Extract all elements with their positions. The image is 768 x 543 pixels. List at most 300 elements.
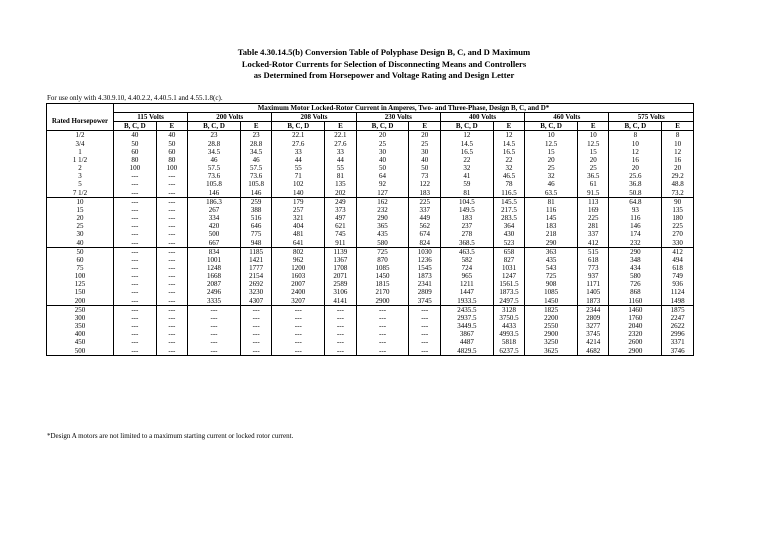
current-cell: 1450	[356, 272, 409, 280]
current-cell: 146	[188, 189, 241, 198]
current-cell: 834	[188, 247, 241, 256]
current-cell: 180	[662, 214, 694, 222]
current-cell: 725	[356, 247, 409, 256]
horsepower-cell: 7 1/2	[47, 189, 114, 198]
current-cell: 1124	[662, 288, 694, 296]
current-cell: 162	[356, 197, 409, 206]
horsepower-cell: 5	[47, 180, 114, 188]
current-cell: 2550	[525, 322, 578, 330]
current-cell: 365	[356, 222, 409, 230]
current-cell: 580	[609, 272, 662, 280]
current-cell: 2344	[577, 305, 608, 314]
design-bcd-header: B, C, D	[272, 122, 325, 131]
current-cell: ---	[156, 347, 187, 356]
current-cell: 33	[325, 148, 356, 156]
current-cell: ---	[188, 330, 241, 338]
current-cell: 2200	[525, 314, 578, 322]
current-cell: ---	[272, 314, 325, 322]
current-cell: ---	[156, 222, 187, 230]
current-cell: ---	[409, 314, 440, 322]
table-row	[47, 280, 694, 288]
current-cell: 2496	[188, 288, 241, 296]
current-cell: 135	[325, 180, 356, 188]
current-cell: 3745	[577, 330, 608, 338]
voltage-header: 230 Volts	[356, 113, 440, 122]
current-cell: 27.6	[272, 140, 325, 148]
current-cell: 46	[188, 156, 241, 164]
current-cell: ---	[356, 347, 409, 356]
horsepower-cell: 1/2	[47, 131, 114, 140]
current-cell: ---	[114, 180, 157, 188]
horsepower-cell: 200	[47, 297, 114, 306]
current-cell: 330	[662, 239, 694, 248]
current-cell: ---	[114, 197, 157, 206]
current-cell: 179	[272, 197, 325, 206]
current-cell: 773	[577, 264, 608, 272]
horsepower-cell: 450	[47, 338, 114, 346]
current-cell: 1031	[493, 264, 524, 272]
voltage-header: 115 Volts	[114, 113, 188, 122]
current-cell: 3625	[525, 347, 578, 356]
current-cell: ---	[240, 347, 271, 356]
current-cell: 186.3	[188, 197, 241, 206]
current-cell: ---	[156, 280, 187, 288]
current-cell: 122	[409, 180, 440, 188]
design-bcd-header: B, C, D	[525, 122, 578, 131]
current-cell: ---	[356, 322, 409, 330]
current-cell: 1160	[609, 297, 662, 306]
table-row	[47, 239, 694, 248]
current-cell: 183	[525, 222, 578, 230]
current-cell: ---	[114, 338, 157, 346]
current-cell: 12	[440, 131, 493, 140]
horsepower-cell: 15	[47, 206, 114, 214]
current-cell: ---	[188, 305, 241, 314]
current-cell: 25.6	[609, 172, 662, 180]
current-cell: ---	[156, 330, 187, 338]
table-row	[47, 256, 694, 264]
current-cell: 73.6	[240, 172, 271, 180]
design-bcd-header: B, C, D	[114, 122, 157, 131]
current-cell: 1603	[272, 272, 325, 280]
current-cell: 40	[156, 131, 187, 140]
current-cell: 25	[525, 164, 578, 172]
current-cell: 4487	[440, 338, 493, 346]
horsepower-cell: 75	[47, 264, 114, 272]
current-cell: 20	[525, 156, 578, 164]
current-cell: ---	[114, 239, 157, 248]
current-cell: ---	[156, 180, 187, 188]
current-cell: 515	[577, 247, 608, 256]
horsepower-cell: 500	[47, 347, 114, 356]
current-cell: 1450	[525, 297, 578, 306]
current-cell: ---	[114, 347, 157, 356]
current-cell: 2170	[356, 288, 409, 296]
current-cell: 1460	[609, 305, 662, 314]
current-cell: ---	[240, 305, 271, 314]
horsepower-cell: 3/4	[47, 140, 114, 148]
current-cell: 435	[356, 230, 409, 238]
current-cell: 641	[272, 239, 325, 248]
current-cell: 93	[609, 206, 662, 214]
current-cell: 80	[114, 156, 157, 164]
current-cell: 337	[409, 206, 440, 214]
current-cell: 34.5	[240, 148, 271, 156]
current-cell: 497	[325, 214, 356, 222]
current-cell: 40	[114, 131, 157, 140]
current-cell: 543	[525, 264, 578, 272]
current-cell: 105.8	[240, 180, 271, 188]
current-cell: 16.5	[493, 148, 524, 156]
current-cell: 116	[525, 206, 578, 214]
current-cell: ---	[272, 330, 325, 338]
current-cell: 46	[240, 156, 271, 164]
current-cell: 1200	[272, 264, 325, 272]
current-cell: 41	[440, 172, 493, 180]
current-cell: 6237.5	[493, 347, 524, 356]
horsepower-cell: 10	[47, 197, 114, 206]
current-cell: 116	[609, 214, 662, 222]
current-cell: 3746	[662, 347, 694, 356]
current-cell: ---	[114, 297, 157, 306]
current-cell: ---	[156, 239, 187, 248]
current-cell: 1498	[662, 297, 694, 306]
current-cell: 102	[272, 180, 325, 188]
current-cell: 775	[240, 230, 271, 238]
current-cell: 27.6	[325, 140, 356, 148]
table-row	[47, 140, 694, 148]
current-cell: 562	[409, 222, 440, 230]
current-cell: 3250	[525, 338, 578, 346]
current-cell: 1933.5	[440, 297, 493, 306]
current-cell: 2937.5	[440, 314, 493, 322]
current-cell: 4682	[577, 347, 608, 356]
current-cell: 2154	[240, 272, 271, 280]
horsepower-cell: 30	[47, 230, 114, 238]
current-cell: ---	[156, 214, 187, 222]
current-cell: 183	[409, 189, 440, 198]
current-cell: 28.8	[188, 140, 241, 148]
locked-rotor-current-table	[46, 103, 694, 356]
current-cell: 3745	[409, 297, 440, 306]
current-cell: ---	[240, 338, 271, 346]
current-cell: 60	[114, 148, 157, 156]
table-row	[47, 272, 694, 280]
current-cell: 658	[493, 247, 524, 256]
table-row	[47, 305, 694, 314]
current-cell: 14.5	[440, 140, 493, 148]
current-cell: 412	[662, 247, 694, 256]
current-cell: 434	[609, 264, 662, 272]
current-cell: 3230	[240, 288, 271, 296]
current-cell: 55	[325, 164, 356, 172]
current-cell: ---	[272, 305, 325, 314]
table-row	[47, 297, 694, 306]
current-cell: 232	[609, 239, 662, 248]
current-cell: 1825	[525, 305, 578, 314]
horsepower-cell: 300	[47, 314, 114, 322]
current-cell: 73.6	[188, 172, 241, 180]
design-bcd-header: B, C, D	[609, 122, 662, 131]
current-cell: 1247	[493, 272, 524, 280]
current-cell: 404	[272, 222, 325, 230]
current-cell: ---	[114, 288, 157, 296]
current-cell: 1211	[440, 280, 493, 288]
current-cell: 34.5	[188, 148, 241, 156]
current-cell: 60	[156, 148, 187, 156]
current-cell: 368.5	[440, 239, 493, 248]
current-cell: 1405	[577, 288, 608, 296]
current-cell: 32	[525, 172, 578, 180]
current-cell: 202	[325, 189, 356, 198]
current-cell: 61	[577, 180, 608, 188]
current-cell: 140	[272, 189, 325, 198]
current-cell: 48.8	[662, 180, 694, 188]
table-row	[47, 347, 694, 356]
current-cell: ---	[114, 330, 157, 338]
current-cell: 146	[240, 189, 271, 198]
current-cell: ---	[272, 338, 325, 346]
table-row	[47, 288, 694, 296]
current-cell: ---	[156, 189, 187, 198]
title-line-2: Locked-Rotor Currents for Selection of Disconnecting Means and Controllers	[241, 58, 527, 69]
current-cell: ---	[156, 197, 187, 206]
current-cell: 3371	[662, 338, 694, 346]
current-cell: 22.1	[325, 131, 356, 140]
current-cell: 12.5	[577, 140, 608, 148]
current-cell: ---	[156, 264, 187, 272]
current-cell: 4141	[325, 297, 356, 306]
current-cell: 78	[493, 180, 524, 188]
current-cell: 2809	[577, 314, 608, 322]
current-cell: 218	[525, 230, 578, 238]
current-cell: 55	[272, 164, 325, 172]
current-cell: 278	[440, 230, 493, 238]
current-cell: 373	[325, 206, 356, 214]
current-cell: 745	[325, 230, 356, 238]
design-e-header: E	[662, 122, 694, 131]
design-e-header: E	[577, 122, 608, 131]
current-cell: 113	[577, 197, 608, 206]
current-cell: 57.5	[188, 164, 241, 172]
current-cell: ---	[325, 330, 356, 338]
current-cell: 30	[409, 148, 440, 156]
current-cell: 259	[240, 197, 271, 206]
horsepower-cell: 60	[47, 256, 114, 264]
current-cell: 582	[440, 256, 493, 264]
current-cell: ---	[156, 256, 187, 264]
current-cell: ---	[409, 322, 440, 330]
current-cell: ---	[409, 305, 440, 314]
current-cell: 2435.5	[440, 305, 493, 314]
current-cell: ---	[114, 314, 157, 322]
design-bcd-header: B, C, D	[356, 122, 409, 131]
current-cell: 4433	[493, 322, 524, 330]
current-cell: 430	[493, 230, 524, 238]
current-cell: 908	[525, 280, 578, 288]
current-cell: 334	[188, 214, 241, 222]
current-cell: 1815	[356, 280, 409, 288]
current-cell: 281	[577, 222, 608, 230]
current-cell: 449	[409, 214, 440, 222]
current-cell: 1030	[409, 247, 440, 256]
current-cell: ---	[356, 305, 409, 314]
design-e-header: E	[409, 122, 440, 131]
current-cell: 290	[609, 247, 662, 256]
current-cell: ---	[409, 330, 440, 338]
current-cell: ---	[114, 206, 157, 214]
table-row	[47, 180, 694, 188]
table-row	[47, 172, 694, 180]
footnote: *Design A motors are not limited to a maximum starting current or locked rotor current.	[47, 432, 294, 440]
current-cell: 36.8	[609, 180, 662, 188]
current-cell: 116.5	[493, 189, 524, 198]
voltage-header: 460 Volts	[525, 113, 609, 122]
current-cell: 2900	[356, 297, 409, 306]
current-cell: 105.8	[188, 180, 241, 188]
current-cell: 50	[156, 140, 187, 148]
current-cell: 725	[525, 272, 578, 280]
current-cell: ---	[114, 172, 157, 180]
current-cell: 348	[609, 256, 662, 264]
empty-corner-cell	[47, 104, 114, 113]
horsepower-cell: 350	[47, 322, 114, 330]
table-row	[47, 148, 694, 156]
current-cell: 290	[356, 214, 409, 222]
current-cell: 63.5	[525, 189, 578, 198]
current-cell: 618	[662, 264, 694, 272]
current-cell: 16	[662, 156, 694, 164]
current-cell: 104.5	[440, 197, 493, 206]
current-cell: 1873	[409, 272, 440, 280]
current-cell: 3106	[325, 288, 356, 296]
current-cell: ---	[409, 347, 440, 356]
current-cell: 523	[493, 239, 524, 248]
current-cell: 1875	[662, 305, 694, 314]
current-cell: 20	[577, 156, 608, 164]
current-cell: 2320	[609, 330, 662, 338]
current-cell: 30	[356, 148, 409, 156]
current-cell: 4993.5	[493, 330, 524, 338]
design-e-header: E	[156, 122, 187, 131]
current-cell: 420	[188, 222, 241, 230]
current-cell: 50.8	[609, 189, 662, 198]
current-cell: 1171	[577, 280, 608, 288]
current-cell: ---	[356, 314, 409, 322]
current-cell: 516	[240, 214, 271, 222]
table-row	[47, 214, 694, 222]
current-cell: 290	[525, 239, 578, 248]
current-cell: 749	[662, 272, 694, 280]
design-e-header: E	[240, 122, 271, 131]
current-cell: ---	[156, 272, 187, 280]
current-cell: 412	[577, 239, 608, 248]
current-cell: 50	[356, 164, 409, 172]
current-cell: 3335	[188, 297, 241, 306]
current-cell: ---	[114, 247, 157, 256]
current-cell: 2900	[525, 330, 578, 338]
table-row	[47, 322, 694, 330]
current-cell: 15	[525, 148, 578, 156]
current-cell: 16	[609, 156, 662, 164]
current-cell: ---	[114, 256, 157, 264]
current-cell: 937	[577, 272, 608, 280]
current-cell: 12	[662, 148, 694, 156]
current-cell: 225	[577, 214, 608, 222]
current-cell: 1545	[409, 264, 440, 272]
current-cell: 32	[493, 164, 524, 172]
usage-note: For use only with 4.30.9.10, 4.40.2.2, 4.40.5.1 and 4.55.1.8(c).	[47, 94, 223, 102]
horsepower-cell: 20	[47, 214, 114, 222]
current-cell: ---	[240, 330, 271, 338]
current-cell: 580	[356, 239, 409, 248]
current-cell: 267	[188, 206, 241, 214]
current-cell: ---	[325, 347, 356, 356]
table-row	[47, 230, 694, 238]
current-cell: 667	[188, 239, 241, 248]
current-cell: 257	[272, 206, 325, 214]
horsepower-cell: 1	[47, 148, 114, 156]
current-cell: 90	[662, 197, 694, 206]
current-cell: 802	[272, 247, 325, 256]
current-cell: 870	[356, 256, 409, 264]
current-cell: 4829.5	[440, 347, 493, 356]
current-cell: ---	[156, 314, 187, 322]
current-cell: 169	[577, 206, 608, 214]
current-cell: 494	[662, 256, 694, 264]
current-cell: ---	[272, 322, 325, 330]
current-cell: 146	[609, 222, 662, 230]
current-cell: 127	[356, 189, 409, 198]
current-cell: 4214	[577, 338, 608, 346]
current-cell: 217.5	[493, 206, 524, 214]
current-cell: 23	[188, 131, 241, 140]
current-cell: ---	[409, 338, 440, 346]
current-cell: 91.5	[577, 189, 608, 198]
current-cell: 71	[272, 172, 325, 180]
current-cell: 321	[272, 214, 325, 222]
current-cell: 962	[272, 256, 325, 264]
current-cell: ---	[325, 305, 356, 314]
current-cell: ---	[156, 338, 187, 346]
current-cell: 25	[356, 140, 409, 148]
current-cell: 145	[525, 214, 578, 222]
current-cell: 92	[356, 180, 409, 188]
current-cell: 1185	[240, 247, 271, 256]
current-cell: 20	[409, 131, 440, 140]
current-cell: 463.5	[440, 247, 493, 256]
table-row	[47, 189, 694, 198]
horsepower-cell: 2	[47, 164, 114, 172]
current-cell: 225	[409, 197, 440, 206]
current-cell: 2341	[409, 280, 440, 288]
current-cell: 22	[440, 156, 493, 164]
current-cell: 2996	[662, 330, 694, 338]
current-cell: ---	[156, 230, 187, 238]
current-cell: 59	[440, 180, 493, 188]
current-cell: 29.2	[662, 172, 694, 180]
current-cell: ---	[114, 222, 157, 230]
current-cell: 2900	[609, 347, 662, 356]
current-cell: 249	[325, 197, 356, 206]
voltage-header: 575 Volts	[609, 113, 694, 122]
current-cell: 81	[325, 172, 356, 180]
current-cell: 1668	[188, 272, 241, 280]
current-cell: ---	[188, 338, 241, 346]
current-cell: ---	[114, 214, 157, 222]
table-title	[0, 47, 768, 82]
current-cell: ---	[114, 305, 157, 314]
